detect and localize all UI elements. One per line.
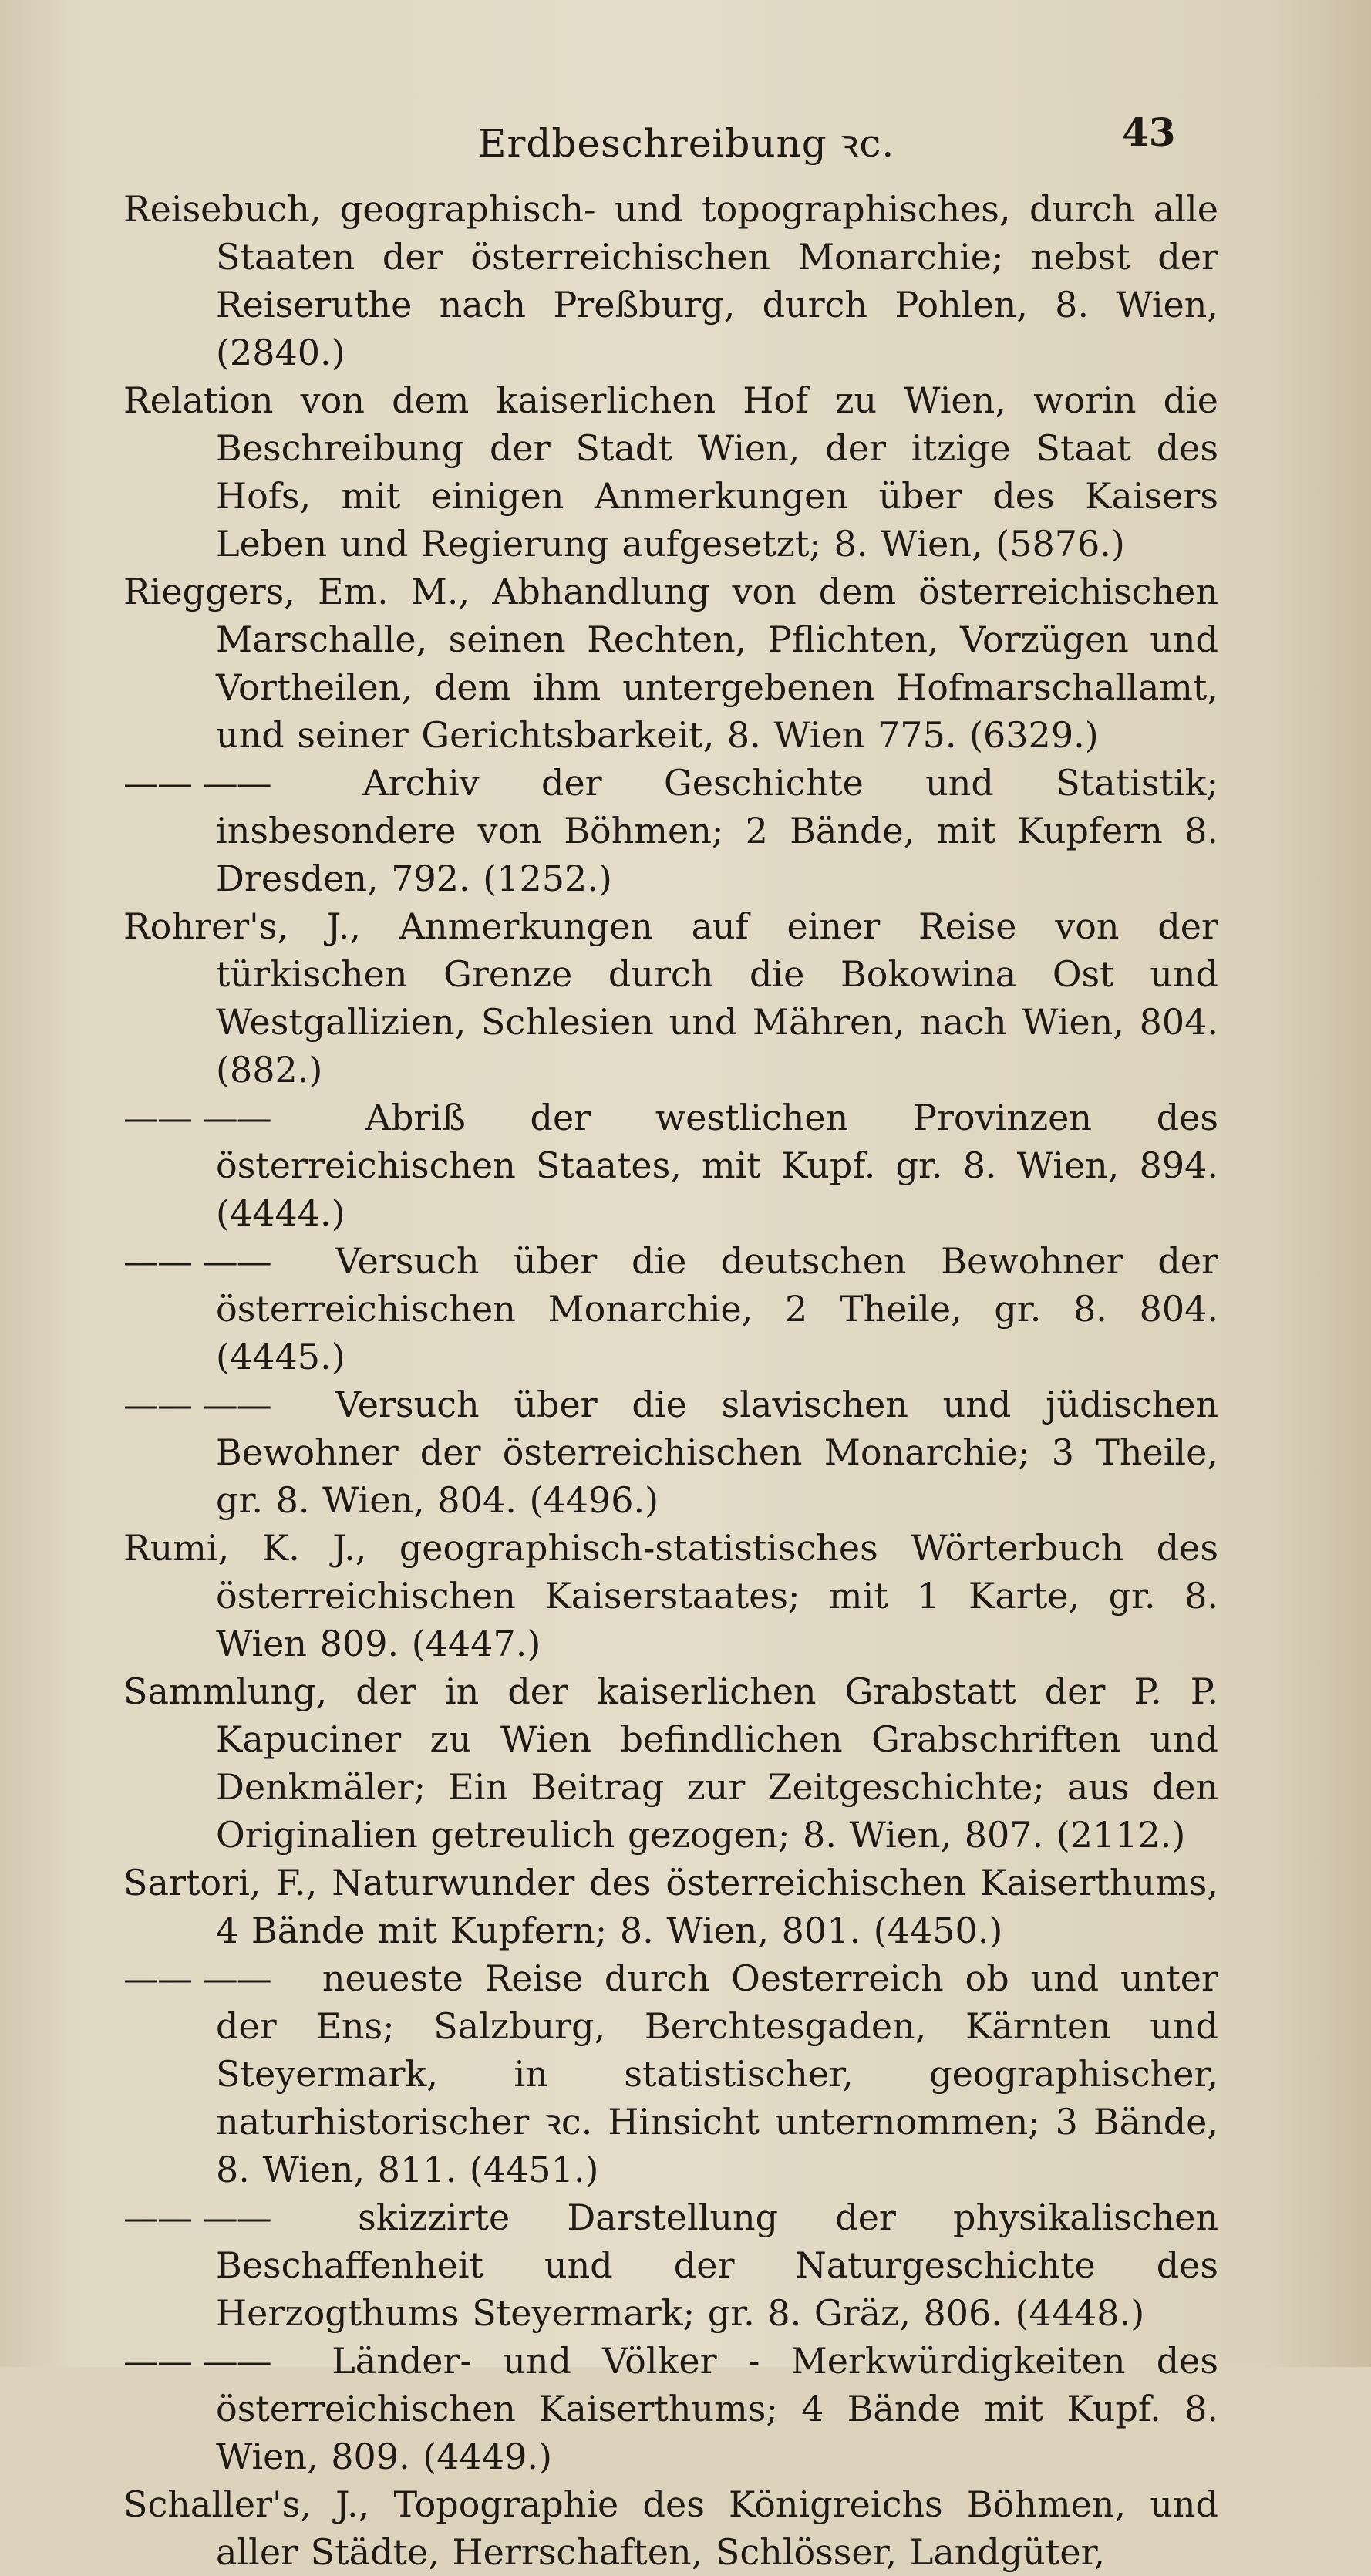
entry-text: Versuch über die slavischen und jüdischen Bewohner der österreichischen Monarchie; 3 Theile, gr. 8. Wien, 804. (4496.) (216, 1384, 1219, 1521)
list-item (123, 2480, 1218, 2576)
list-item (123, 1094, 1218, 1237)
page-header (0, 110, 1371, 170)
entry-text: Reisebuch, geographisch- und topographisches, durch alle Staaten der österreichischen Monarchie; nebst der Reiseruthe nach Preßburg, durch Pohlen, 8. Wien, (2840.) (123, 188, 1218, 373)
entry-text: Relation von dem kaiserlichen Hof zu Wien, worin die Beschreibung der Stadt Wien, der itzige Staat des Hofs, mit einigen Anmerkungen über des Kaisers Leben und Regierung aufgesetzt; 8. Wien, (5876.) (123, 379, 1218, 565)
list-item (123, 185, 1218, 376)
entry-text: skizzirte Darstellung der physikalischen Beschaffenheit und der Naturgeschichte des Herzogthums Steyermark; gr. 8. Gräz, 806. (4448.) (216, 2197, 1218, 2334)
entry-text: Rohrer's, J., Anmerkungen auf einer Reise von der türkischen Grenze durch die Bokowina Ost und Westgallizien, Schlesien und Mähren, nach Wien, 804. (882.) (123, 905, 1218, 1091)
entry-text: Archiv der Geschichte und Statistik; insbesondere von Böhmen; 2 Bände, mit Kupfern 8. Dresden, 792. (1252.) (216, 762, 1218, 899)
ditto-dash: —— —— (123, 1384, 271, 1425)
list-item (123, 568, 1218, 759)
ditto-dash: —— —— (123, 2197, 271, 2238)
list-item (123, 1237, 1218, 1381)
running-title: Erdbeschreibung ꝛc. (478, 121, 895, 166)
entry-text: neueste Reise durch Oesterreich ob und unter der Ens; Salzburg, Berchtesgaden, Kärnten und Steyermark, in statistischer, geographischer, naturhistorischer ꝛc. Hinsicht unternommen; 3 Bände, 8. Wien, 811. (4451.) (216, 1957, 1218, 2190)
list-item (123, 1381, 1218, 1524)
entry-list (123, 185, 1218, 2576)
entry-text: Länder- und Völker - Merkwürdigkeiten des österreichischen Kaiserthums; 4 Bände mit Kupf. 8. Wien, 809. (4449.) (216, 2340, 1218, 2477)
list-item (123, 1859, 1218, 1954)
list-item (123, 902, 1218, 1094)
ditto-dash: —— —— (123, 762, 271, 804)
list-item (123, 759, 1218, 902)
ditto-dash: —— —— (123, 1097, 271, 1138)
entry-text: Rieggers, Em. M., Abhandlung von dem österreichischen Marschalle, seinen Rechten, Pflichten, Vorzügen und Vortheilen, dem ihm untergebenen Hofmarschallamt, und seiner Gerichtsbarkeit, 8. Wien 775. (6329.) (123, 571, 1218, 756)
ditto-dash: —— —— (123, 2340, 271, 2382)
entry-text: Sammlung, der in der kaiserlichen Grabstatt der P. P. Kapuciner zu Wien befindlichen Grabschriften und Denkmäler; Ein Beitrag zur Zeitgeschichte; aus den Originalien getreulich gezogen; 8. Wien, 807. (2112.) (123, 1671, 1218, 1856)
entry-text: Versuch über die deutschen Bewohner der österreichischen Monarchie, 2 Theile, gr. 8. 804. (4445.) (216, 1240, 1218, 1377)
list-item (123, 2193, 1218, 2337)
list-item (123, 376, 1218, 568)
entry-text: Schaller's, J., Topographie des Königreichs Böhmen, und aller Städte, Herrschaften, Schlösser, Landgüter, (123, 2483, 1218, 2573)
list-item (123, 1954, 1218, 2193)
ditto-dash: —— —— (123, 1957, 271, 1999)
page-number: 43 (1122, 110, 1176, 155)
entry-text: Abriß der westlichen Provinzen des österreichischen Staates, mit Kupf. gr. 8. Wien, 894. (4444.) (216, 1097, 1218, 1234)
list-item (123, 1667, 1218, 1859)
entry-text: Rumi, K. J., geographisch-statistisches Wörterbuch des österreichischen Kaiserstaates; mit 1 Karte, gr. 8. Wien 809. (4447.) (123, 1527, 1218, 1664)
list-item (123, 2337, 1218, 2480)
entry-text: Sartori, F., Naturwunder des österreichischen Kaiserthums, 4 Bände mit Kupfern; 8. Wien, 801. (4450.) (123, 1862, 1218, 1951)
list-item (123, 1524, 1218, 1667)
ditto-dash: —— —— (123, 1240, 271, 1282)
